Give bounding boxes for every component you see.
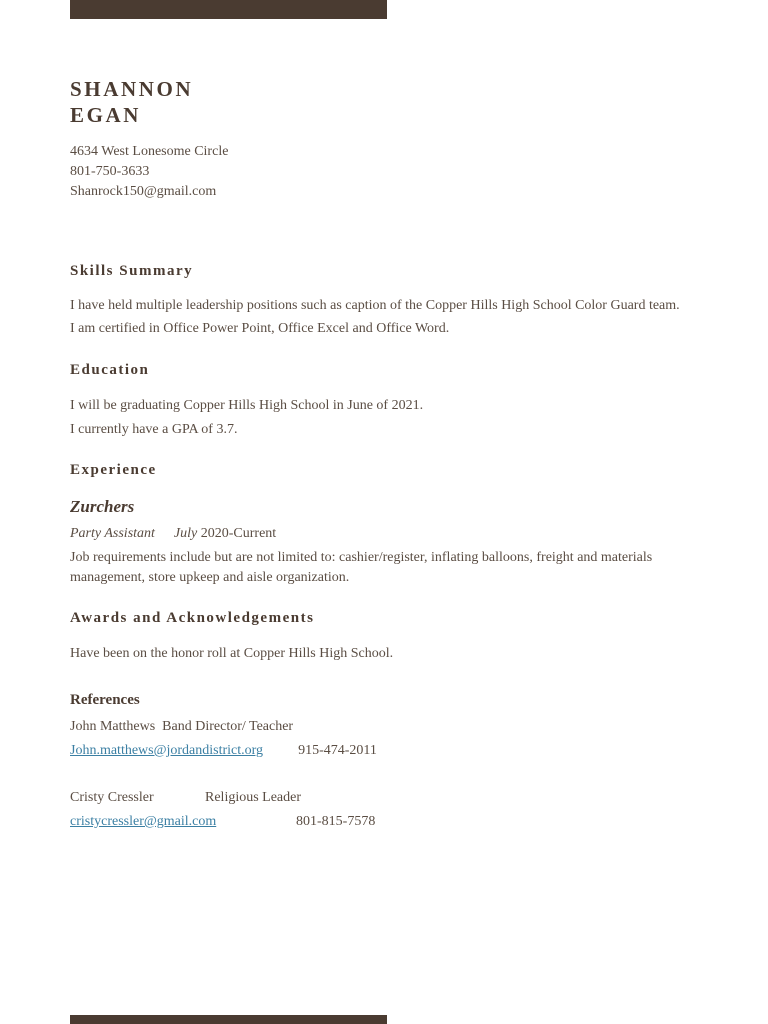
reference-2-title: Religious Leader [205,790,302,805]
references-heading: References [70,692,140,708]
top-decorative-bar [70,0,387,19]
bottom-decorative-bar [70,1015,387,1024]
skills-line-2: I am certified in Office Power Point, Office Excel and Office Word. [70,321,450,336]
reference-1-email-link[interactable]: John.matthews@jordandistrict.org [70,743,264,758]
reference-2-email-link[interactable]: cristycressler@gmail.com [70,814,217,829]
first-name: SHANNON [70,77,194,101]
reference-2-phone: 801-815-7578 [296,814,376,829]
last-name: EGAN [70,103,142,127]
reference-2-header [70,788,301,808]
education-line-2: I currently have a GPA of 3.7. [70,422,238,437]
job-role-line [70,524,276,544]
company-name: Zurchers [70,497,135,516]
phone: 801-750-3633 [70,164,150,179]
job-description: Job requirements include but are not limited to: cashier/register, inflating balloons, freight and materials management, store upkeep and aisle organization. [70,550,653,585]
email: Shanrock150@gmail.com [70,184,217,199]
reference-1-title: Band Director/ Teacher [162,719,294,734]
address: 4634 West Lonesome Circle [70,144,229,159]
job-role: Party Assistant [70,526,155,541]
reference-2-name: Cristy Cressler [70,790,154,805]
reference-1-name: John Matthews [70,719,156,734]
skills-heading: Skills Summary [70,263,194,279]
reference-2-contact [70,812,375,832]
contact-info [70,142,228,202]
job-period: 2020-Current [200,526,277,541]
skills-line-1: I have held multiple leadership positions such as caption of the Copper Hills High School Color Guard team. [70,298,680,313]
job-month: July [173,526,198,541]
candidate-name [70,76,193,128]
reference-1-contact [70,741,377,761]
education-line-1: I will be graduating Copper Hills High School in June of 2021. [70,398,424,413]
education-heading: Education [70,362,150,378]
awards-text: Have been on the honor roll at Copper Hills High School. [70,646,394,661]
awards-heading: Awards and Acknowledgements [70,610,315,626]
reference-1-header [70,717,293,737]
experience-heading: Experience [70,462,157,478]
reference-1-phone: 915-474-2011 [298,743,377,758]
